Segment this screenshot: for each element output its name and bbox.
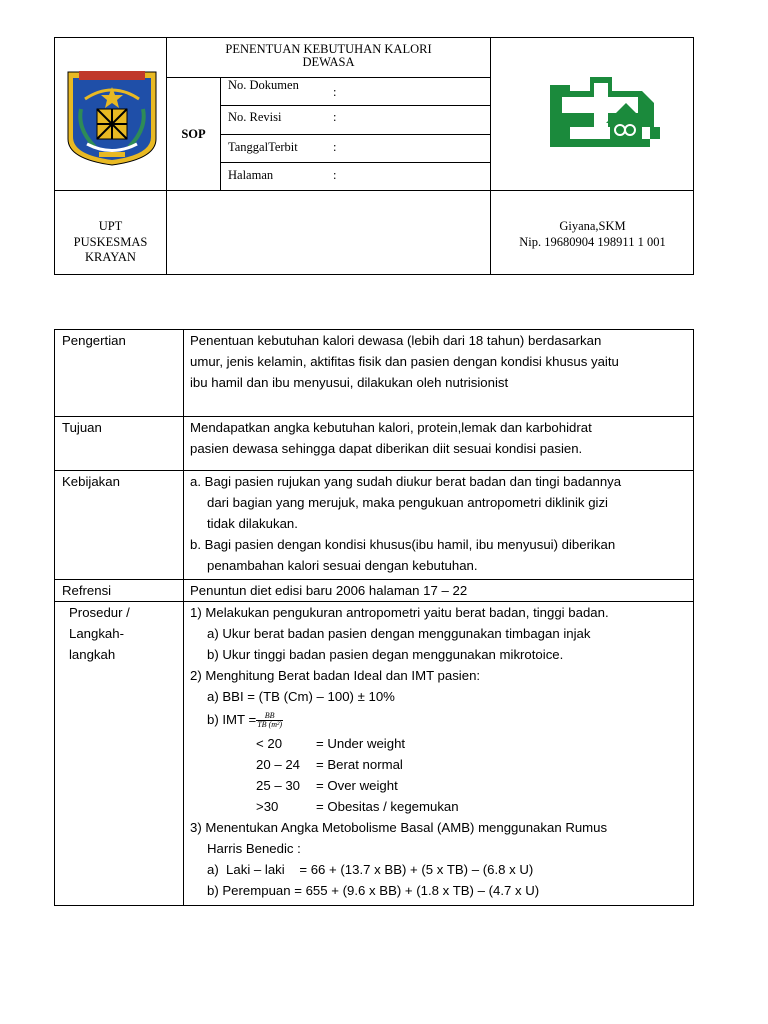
row-content <box>184 330 694 417</box>
divider <box>166 77 491 78</box>
text-line: dari bagian yang merujuk, maka pengukuan antropometri diklinik gizi <box>207 495 608 510</box>
imt-range: >30 <box>256 799 279 814</box>
fraction-denominator: TB (m²) <box>257 720 283 730</box>
imt-desc: = Over weight <box>316 778 398 793</box>
row-content <box>184 602 694 906</box>
imt-prefix: b) IMT = <box>207 712 257 727</box>
title-line: DEWASA <box>302 55 355 69</box>
field-label-no-dokumen: No. Dokumen <box>228 78 299 92</box>
text-line: Penentuan kebutuhan kalori dewasa (lebih dari 18 tahun) berdasarkan <box>190 333 602 348</box>
text-line: umur, jenis kelamin, aktifitas fisik dan pasien dengan kondisi khusus yaitu <box>190 354 619 369</box>
row-pengertian <box>55 330 694 417</box>
imt-row <box>190 775 687 796</box>
substep: a) BBI = (TB (Cm) – 100) ± 10% <box>207 689 395 704</box>
row-label: Kebijakan <box>55 471 184 580</box>
org-line: UPT <box>98 219 123 233</box>
sop-content-table <box>54 329 694 906</box>
field-value: : <box>333 168 337 182</box>
divider <box>55 190 694 191</box>
text-line: pasien dewasa sehingga dapat diberikan diit sesuai kondisi pasien. <box>190 441 583 456</box>
row-label: Pengertian <box>55 330 184 417</box>
text-line: ibu hamil dan ibu menyusui, dilakukan oleh nutrisionist <box>190 375 509 390</box>
divider <box>220 162 491 163</box>
imt-row <box>190 733 687 754</box>
divider <box>220 134 491 135</box>
signer-nip: Nip. 19680904 198911 1 001 <box>519 234 666 249</box>
text-line: a. Bagi pasien rujukan yang sudah diukur berat badan dan tingi badannya <box>190 474 622 489</box>
field-label-tanggal-terbit: TanggalTerbit <box>228 140 298 154</box>
sop-header-table <box>54 37 694 275</box>
row-label <box>55 602 184 906</box>
row-tujuan <box>55 417 694 471</box>
text-line: penambahan kalori sesuai dengan kebutuhan. <box>207 558 478 573</box>
divider <box>166 38 167 275</box>
kabupaten-paser-logo-icon <box>65 69 159 167</box>
row-content <box>184 471 694 580</box>
row-prosedur <box>55 602 694 906</box>
imt-range: 20 – 24 <box>256 757 300 772</box>
substep: a) Laki – laki = 66 + (13.7 x BB) + (5 x TB) – (6.8 x U) <box>207 862 534 877</box>
org-line: PUSKESMAS <box>73 234 148 249</box>
field-value: : <box>333 140 337 154</box>
imt-range: < 20 <box>256 736 283 751</box>
row-refrensi <box>55 580 694 602</box>
text-line: b. Bagi pasien dengan kondisi khusus(ibu hamil, ibu menyusui) diberikan <box>190 537 616 552</box>
row-label: Tujuan <box>55 417 184 471</box>
signer-name: Giyana,SKM <box>559 219 626 233</box>
imt-desc: = Berat normal <box>316 757 403 772</box>
label-line: Langkah- <box>69 626 124 641</box>
imt-row <box>190 754 687 775</box>
imt-range: 25 – 30 <box>256 778 300 793</box>
sop-label: SOP <box>181 127 206 141</box>
org-line: KRAYAN <box>85 250 136 264</box>
document-title <box>167 43 490 69</box>
text-line: Mendapatkan angka kebutuhan kalori, protein,lemak dan karbohidrat <box>190 420 592 435</box>
text-line: tidak dilakukan. <box>207 516 298 531</box>
substep: b) Perempuan = 655 + (9.6 x BB) + (1.8 x TB) – (4.7 x U) <box>207 883 540 898</box>
field-label-no-revisi: No. Revisi <box>228 110 282 124</box>
imt-row <box>190 796 687 817</box>
imt-desc: = Under weight <box>316 736 406 751</box>
label-line: Prosedur / <box>69 605 130 620</box>
organization-name <box>55 219 166 266</box>
field-label-halaman: Halaman <box>228 168 274 182</box>
substep: b) Ukur tinggi badan pasien degan menggunakan mikrotoice. <box>207 647 564 662</box>
row-label: Refrensi <box>55 580 184 602</box>
row-content: Penuntun diet edisi baru 2006 halaman 17 – 22 <box>184 580 694 602</box>
label-line: langkah <box>69 647 116 662</box>
imt-desc: = Obesitas / kegemukan <box>316 799 459 814</box>
step: 2) Menghitung Berat badan Ideal dan IMT pasien: <box>190 668 481 683</box>
row-content <box>184 417 694 471</box>
imt-fraction <box>256 712 283 729</box>
signer-block <box>491 219 694 250</box>
step-continuation: Harris Benedic : <box>207 841 301 856</box>
puskesmas-logo-icon <box>550 77 662 149</box>
substep-imt <box>190 707 687 733</box>
field-value: : <box>333 85 337 99</box>
row-kebijakan <box>55 471 694 580</box>
divider <box>220 105 491 106</box>
step: 3) Menentukan Angka Metobolisme Basal (AMB) menggunakan Rumus <box>190 820 608 835</box>
fraction-numerator: BB <box>256 712 283 721</box>
substep: a) Ukur berat badan pasien dengan menggunakan timbagan injak <box>207 626 591 641</box>
title-line: PENENTUAN KEBUTUHAN KALORI <box>225 42 432 56</box>
step: 1) Melakukan pengukuran antropometri yaitu berat badan, tinggi badan. <box>190 605 609 620</box>
field-value: : <box>333 110 337 124</box>
